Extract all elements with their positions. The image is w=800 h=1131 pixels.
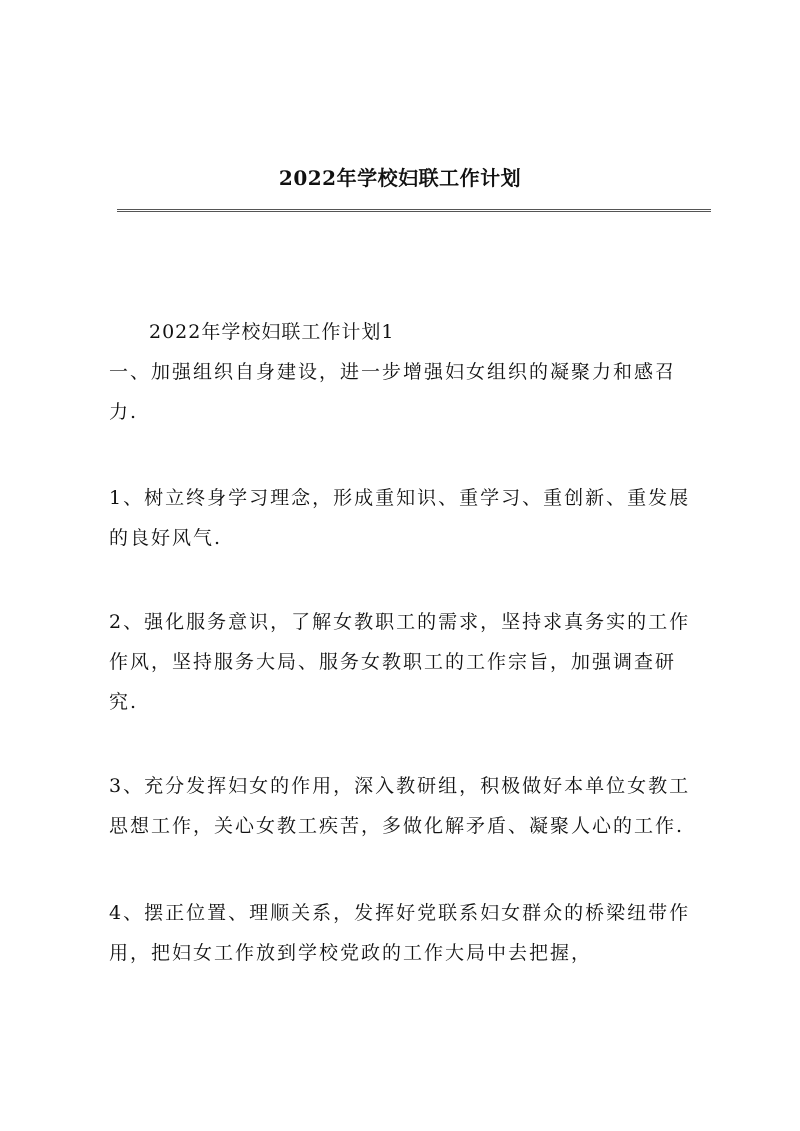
page-title: 2022年学校妇联工作计划 <box>278 166 522 190</box>
paragraph-item-1: 1、树立终身学习理念，形成重知识、重学习、重创新、重发展的良好风气. <box>109 487 691 549</box>
section-subtitle: 2022年学校妇联工作计划1 <box>149 321 395 343</box>
paragraph-item-4: 4、摆正位置、理顺关系，发挥好党联系妇女群众的桥梁纽带作用，把妇女工作放到学校党政的工作大局中去把握， <box>109 902 691 964</box>
title-divider <box>117 209 711 212</box>
paragraph-item-2: 2、强化服务意识，了解女教职工的需求，坚持求真务实的工作作风，坚持服务大局、服务女教职工的工作宗旨，加强调查研究. <box>109 611 691 713</box>
paragraph-item-3: 3、充分发挥妇女的作用，深入教研组，积极做好本单位女教工思想工作，关心女教工疾苦，多做化解矛盾、凝聚人心的工作. <box>109 775 691 837</box>
paragraph-section-one: 一、加强组织自身建设，进一步增强妇女组织的凝聚力和感召力. <box>109 361 677 423</box>
